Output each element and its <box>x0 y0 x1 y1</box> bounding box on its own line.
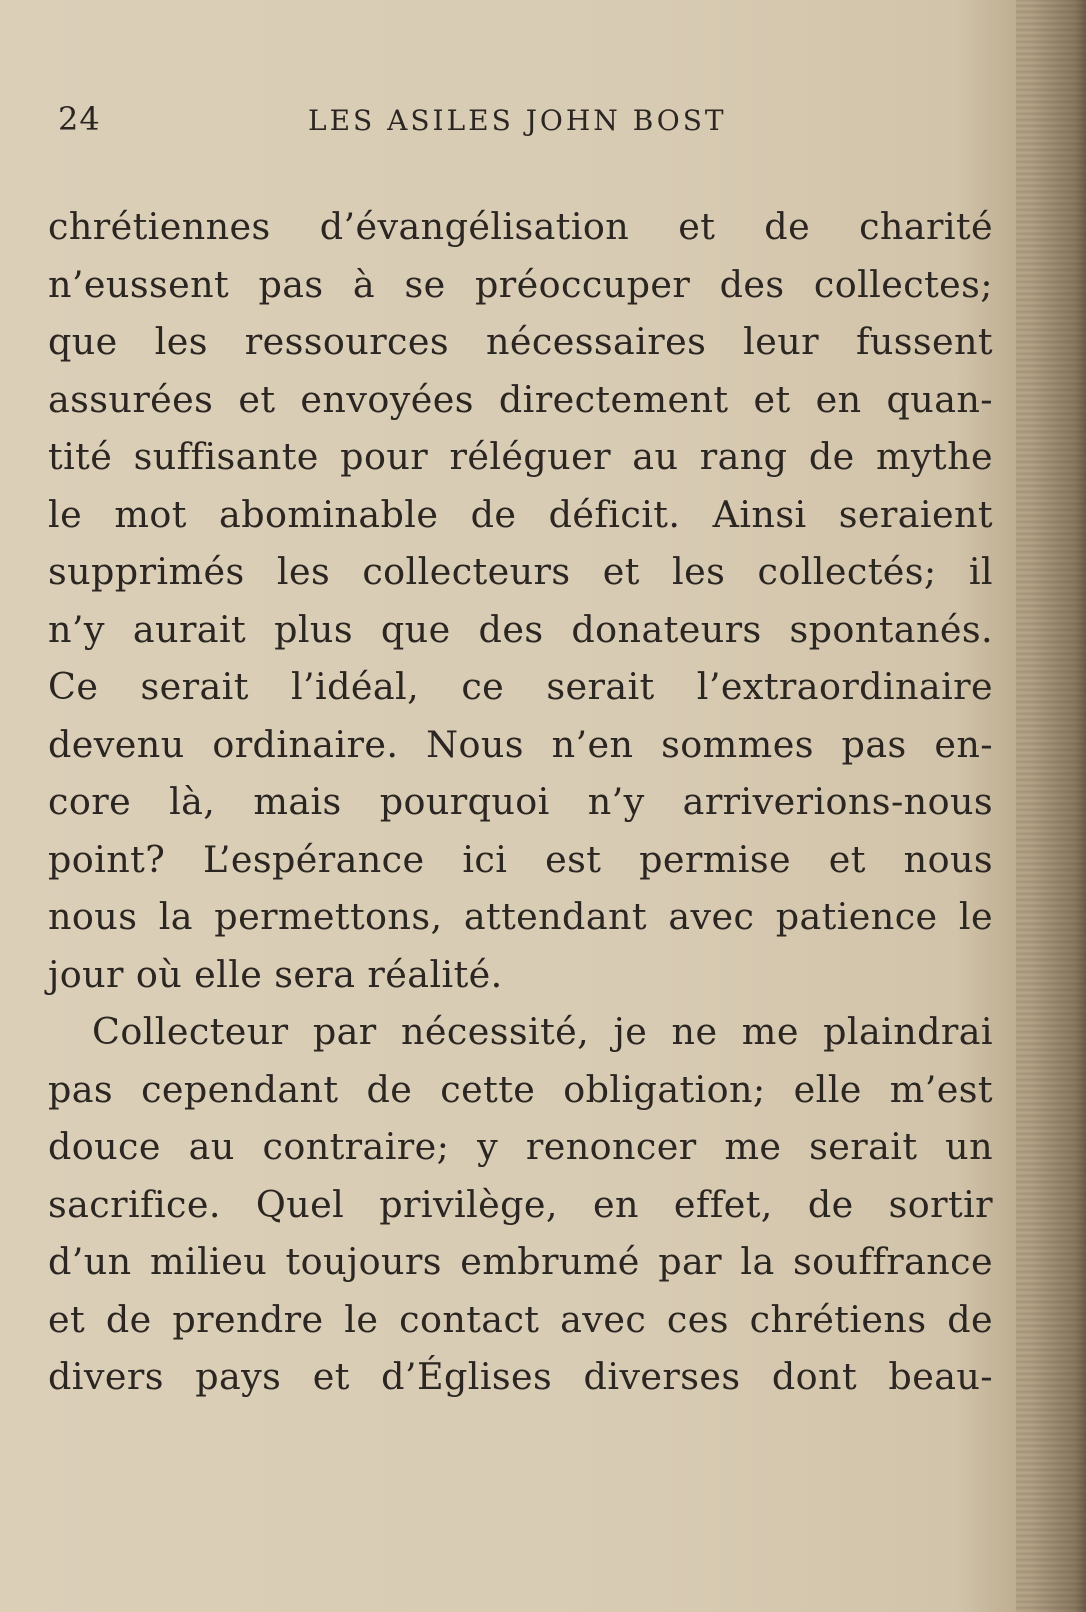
text-line: core là, mais pourquoi n’y arriverions-nous <box>48 780 993 823</box>
text-line: nous la permettons, attendant avec patience le <box>48 895 993 938</box>
text-line: tité suffisante pour réléguer au rang de mythe <box>48 435 993 478</box>
page-number: 24 <box>58 100 101 138</box>
text-line: Ce serait l’idéal, ce serait l’extraordinaire <box>48 665 993 708</box>
text-line: d’un milieu toujours embrumé par la souffrance <box>48 1240 993 1283</box>
text-line: douce au contraire; y renoncer me serait un <box>48 1125 993 1168</box>
text-line: Collecteur par nécessité, je ne me plaindrai <box>92 1010 993 1053</box>
text-line: le mot abominable de déficit. Ainsi seraient <box>48 492 993 536</box>
text-line: que les ressources nécessaires leur fussent <box>48 320 993 363</box>
text-line: chrétiennes d’évangélisation et de charité <box>48 205 993 248</box>
text-line: devenu ordinaire. Nous n’en sommes pas en- <box>48 722 993 766</box>
running-title: LES ASILES JOHN BOST <box>308 104 727 137</box>
text-line: n’y aurait plus que des donateurs spontanés. <box>48 607 993 651</box>
text-line: divers pays et d’Églises diverses dont beau- <box>48 1355 993 1398</box>
text-line: pas cependant de cette obligation; elle m’est <box>48 1067 993 1111</box>
body-text <box>48 198 993 1406</box>
running-head <box>58 100 998 140</box>
text-line: point? L’espérance ici est permise et nous <box>48 837 993 881</box>
text-line: sacrifice. Quel privilège, en effet, de sortir <box>48 1182 993 1226</box>
text-line: assurées et envoyées directement et en quan- <box>48 377 993 421</box>
text-line: supprimés les collecteurs et les collectés; il <box>48 550 993 593</box>
text-line: n’eussent pas à se préoccuper des collectes; <box>48 262 993 306</box>
text-line: jour où elle sera réalité. <box>48 952 503 996</box>
text-line: et de prendre le contact avec ces chrétiens de <box>48 1297 993 1341</box>
